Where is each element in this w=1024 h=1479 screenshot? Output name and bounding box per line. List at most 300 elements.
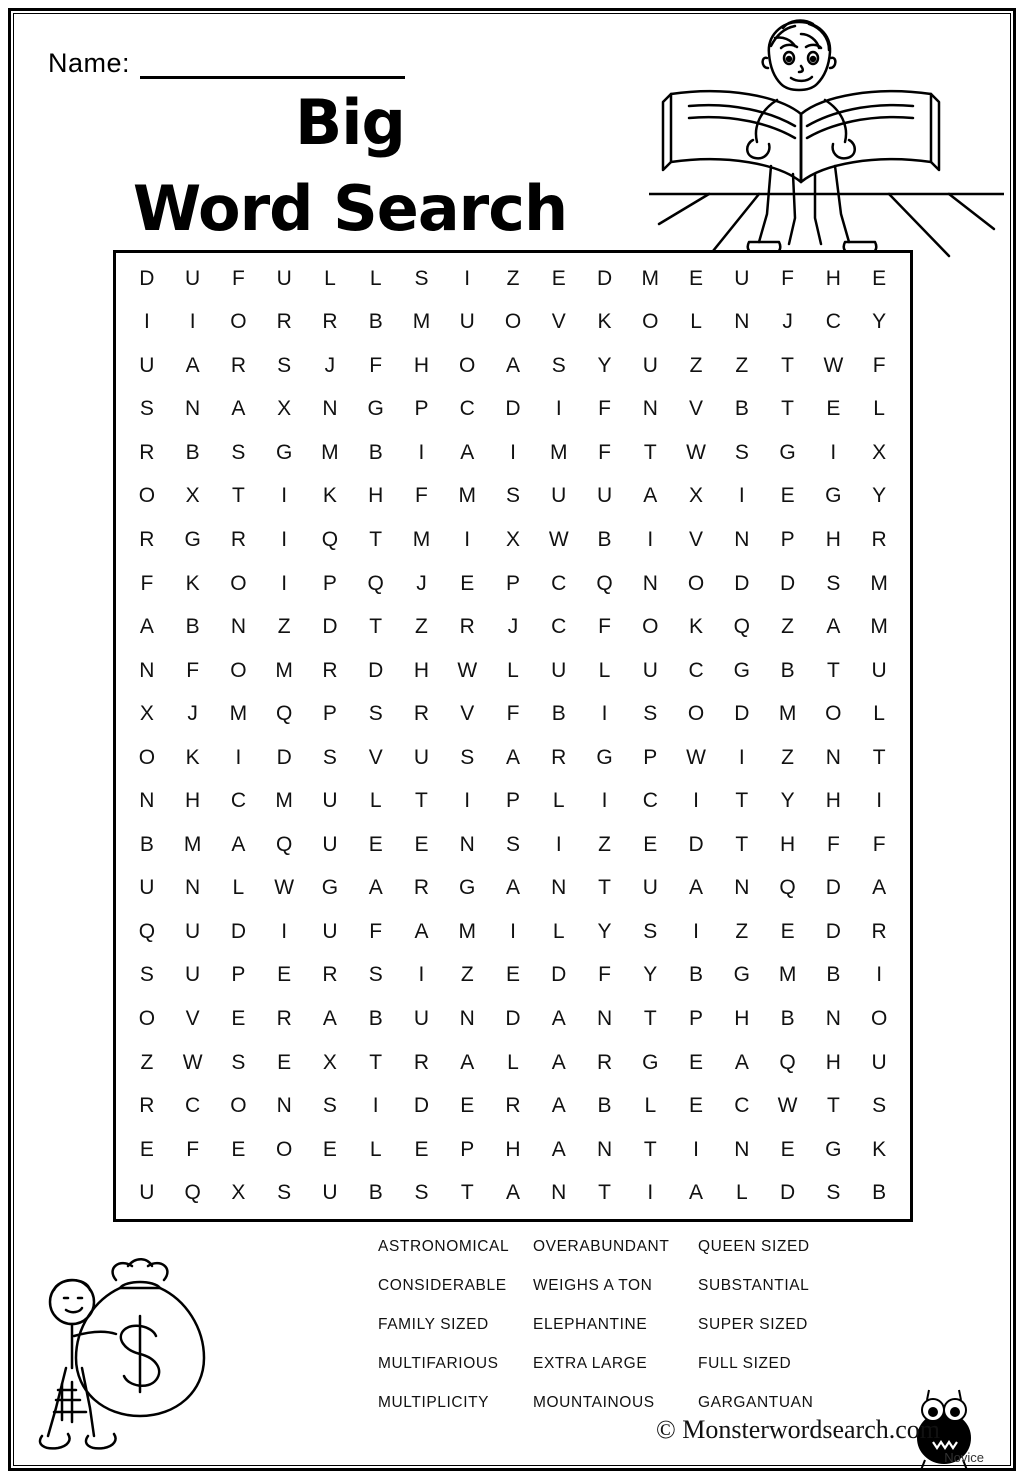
grid-cell[interactable]: N	[185, 876, 201, 900]
grid-cell[interactable]: F	[140, 571, 154, 595]
grid-cell[interactable]: L	[507, 1050, 519, 1074]
grid-cell[interactable]: M	[321, 440, 339, 464]
grid-cell[interactable]: P	[643, 745, 658, 769]
grid-cell[interactable]: J	[507, 615, 519, 639]
grid-cell[interactable]: Q	[367, 571, 384, 595]
grid-cell[interactable]: T	[598, 876, 611, 900]
grid-cell[interactable]: F	[369, 353, 383, 377]
grid-cell[interactable]: U	[185, 919, 201, 943]
grid-cell[interactable]: I	[693, 919, 699, 943]
grid-cell[interactable]: I	[372, 1094, 379, 1118]
grid-cell[interactable]: Z	[735, 353, 749, 377]
grid-cell[interactable]: R	[459, 615, 475, 639]
grid-cell[interactable]: O	[230, 571, 247, 595]
grid-cell[interactable]: V	[689, 528, 704, 552]
grid-cell[interactable]: Q	[275, 702, 293, 726]
grid-cell[interactable]: A	[414, 919, 429, 943]
grid-cell[interactable]: I	[876, 963, 883, 987]
grid-cell[interactable]: I	[647, 1181, 654, 1205]
grid-cell[interactable]: R	[871, 528, 887, 552]
grid-cell[interactable]: L	[690, 310, 702, 334]
grid-cell[interactable]: U	[871, 658, 887, 682]
grid-cell[interactable]: A	[734, 1050, 749, 1074]
grid-cell[interactable]: S	[139, 397, 154, 421]
grid-cell[interactable]: U	[185, 266, 201, 290]
grid-cell[interactable]: A	[231, 832, 246, 856]
grid-cell[interactable]: A	[185, 353, 200, 377]
grid-cell[interactable]: U	[276, 266, 292, 290]
grid-cell[interactable]: R	[276, 1007, 292, 1031]
grid-cell[interactable]: D	[276, 745, 292, 769]
grid-cell[interactable]: S	[826, 571, 841, 595]
grid-cell[interactable]: S	[368, 702, 383, 726]
grid-cell[interactable]: H	[825, 1050, 841, 1074]
grid-cell[interactable]: A	[551, 1050, 566, 1074]
grid-cell[interactable]: H	[185, 789, 201, 813]
grid-cell[interactable]: M	[183, 832, 202, 856]
grid-cell[interactable]: B	[597, 528, 612, 552]
grid-cell[interactable]: M	[412, 310, 431, 334]
grid-cell[interactable]: R	[322, 658, 338, 682]
grid-cell[interactable]: I	[647, 528, 654, 552]
grid-cell[interactable]: E	[277, 963, 292, 987]
grid-cell[interactable]: O	[825, 702, 842, 726]
grid-cell[interactable]: I	[510, 919, 516, 943]
grid-cell[interactable]: J	[324, 353, 336, 377]
grid-cell[interactable]: O	[504, 310, 522, 334]
grid-cell[interactable]: D	[139, 266, 155, 290]
grid-cell[interactable]: S	[231, 440, 246, 464]
grid-cell[interactable]: C	[230, 789, 246, 813]
grid-cell[interactable]: M	[870, 615, 888, 639]
grid-cell[interactable]: P	[780, 528, 795, 552]
grid-cell[interactable]: U	[322, 919, 338, 943]
grid-cell[interactable]: O	[870, 1007, 888, 1031]
grid-cell[interactable]: Q	[138, 919, 156, 943]
grid-cell[interactable]: T	[826, 658, 840, 682]
grid-cell[interactable]: L	[552, 919, 565, 943]
grid-cell[interactable]: X	[139, 702, 154, 726]
grid-cell[interactable]: T	[826, 1094, 840, 1118]
grid-cell[interactable]: F	[598, 963, 611, 987]
grid-cell[interactable]: G	[825, 1137, 842, 1161]
grid-cell[interactable]: I	[555, 832, 562, 856]
grid-cell[interactable]: I	[464, 266, 471, 290]
grid-cell[interactable]: V	[185, 1007, 200, 1031]
grid-cell[interactable]: A	[643, 484, 658, 508]
grid-cell[interactable]: H	[734, 1007, 750, 1031]
grid-cell[interactable]: O	[138, 745, 156, 769]
grid-cell[interactable]: M	[229, 702, 248, 726]
grid-cell[interactable]: X	[872, 440, 887, 464]
grid-cell[interactable]: G	[642, 1050, 659, 1074]
grid-cell[interactable]: V	[689, 397, 704, 421]
grid-cell[interactable]: G	[321, 876, 339, 900]
grid-cell[interactable]: A	[505, 876, 520, 900]
grid-cell[interactable]: N	[734, 528, 750, 552]
grid-cell[interactable]: G	[779, 440, 796, 464]
grid-cell[interactable]: M	[275, 789, 293, 813]
grid-cell[interactable]: B	[139, 832, 154, 856]
grid-cell[interactable]: B	[872, 1181, 887, 1205]
grid-cell[interactable]: B	[734, 397, 749, 421]
word-search-grid[interactable]	[113, 250, 913, 1222]
grid-cell[interactable]: R	[322, 310, 338, 334]
grid-cell[interactable]: M	[641, 266, 660, 290]
grid-cell[interactable]: C	[825, 310, 841, 334]
grid-cell[interactable]: U	[642, 658, 658, 682]
grid-cell[interactable]: E	[505, 963, 520, 987]
grid-cell[interactable]: T	[460, 1181, 474, 1205]
grid-cell[interactable]: I	[235, 745, 242, 769]
grid-cell[interactable]: D	[780, 571, 796, 595]
grid-cell[interactable]: A	[505, 1181, 520, 1205]
grid-cell[interactable]: G	[733, 658, 750, 682]
grid-cell[interactable]: T	[369, 528, 383, 552]
grid-cell[interactable]: I	[281, 528, 288, 552]
grid-cell[interactable]: E	[277, 1050, 292, 1074]
grid-cell[interactable]: T	[643, 1137, 657, 1161]
grid-cell[interactable]: L	[873, 397, 885, 421]
grid-cell[interactable]: W	[182, 1050, 203, 1074]
grid-cell[interactable]: E	[460, 571, 475, 595]
grid-cell[interactable]: R	[230, 528, 246, 552]
grid-cell[interactable]: F	[598, 440, 611, 464]
grid-cell[interactable]: E	[689, 1094, 704, 1118]
grid-cell[interactable]: R	[139, 440, 155, 464]
grid-cell[interactable]: F	[506, 702, 520, 726]
grid-cell[interactable]: S	[414, 266, 429, 290]
grid-cell[interactable]: V	[460, 702, 475, 726]
grid-cell[interactable]: M	[458, 484, 476, 508]
grid-cell[interactable]: C	[688, 658, 704, 682]
grid-cell[interactable]: D	[825, 919, 841, 943]
grid-cell[interactable]: N	[734, 1137, 750, 1161]
grid-cell[interactable]: C	[551, 615, 567, 639]
grid-cell[interactable]: Y	[780, 789, 795, 813]
grid-cell[interactable]: A	[231, 397, 246, 421]
grid-cell[interactable]: I	[281, 919, 288, 943]
grid-cell[interactable]: Z	[140, 1050, 154, 1074]
grid-cell[interactable]: J	[782, 310, 793, 334]
grid-cell[interactable]: I	[693, 789, 699, 813]
grid-cell[interactable]: E	[780, 919, 795, 943]
grid-cell[interactable]: F	[186, 1137, 200, 1161]
grid-cell[interactable]: I	[281, 484, 288, 508]
grid-cell[interactable]: I	[464, 528, 471, 552]
grid-cell[interactable]: N	[734, 876, 750, 900]
grid-cell[interactable]: V	[368, 745, 383, 769]
grid-cell[interactable]: S	[322, 745, 337, 769]
grid-cell[interactable]: U	[413, 1007, 430, 1031]
grid-cell[interactable]: E	[460, 1094, 475, 1118]
grid-cell[interactable]: X	[185, 484, 200, 508]
grid-cell[interactable]: C	[642, 789, 658, 813]
grid-cell[interactable]: L	[232, 876, 245, 900]
grid-cell[interactable]: A	[460, 440, 475, 464]
grid-cell[interactable]: N	[596, 1137, 613, 1161]
grid-cell[interactable]: R	[322, 963, 338, 987]
grid-cell[interactable]: A	[551, 1007, 566, 1031]
grid-cell[interactable]: U	[734, 266, 750, 290]
grid-cell[interactable]: U	[139, 1181, 155, 1205]
grid-cell[interactable]: L	[324, 266, 336, 290]
grid-cell[interactable]: G	[596, 745, 613, 769]
grid-cell[interactable]: Z	[781, 745, 794, 769]
grid-cell[interactable]: D	[780, 1181, 796, 1205]
grid-cell[interactable]: N	[139, 658, 155, 682]
grid-cell[interactable]: F	[598, 615, 611, 639]
grid-cell[interactable]: G	[459, 876, 476, 900]
grid-cell[interactable]: N	[459, 832, 475, 856]
grid-cell[interactable]: I	[738, 484, 745, 508]
grid-cell[interactable]: E	[689, 1050, 704, 1074]
grid-cell[interactable]: A	[322, 1007, 337, 1031]
grid-cell[interactable]: S	[460, 745, 475, 769]
grid-cell[interactable]: U	[322, 1181, 338, 1205]
grid-cell[interactable]: Y	[597, 353, 612, 377]
grid-cell[interactable]: A	[139, 615, 154, 639]
grid-cell[interactable]: I	[189, 310, 196, 334]
grid-cell[interactable]: X	[689, 484, 704, 508]
grid-cell[interactable]: Q	[733, 615, 750, 639]
grid-cell[interactable]: K	[322, 484, 337, 508]
grid-cell[interactable]: T	[231, 484, 245, 508]
grid-cell[interactable]: V	[551, 310, 566, 334]
grid-cell[interactable]: G	[275, 440, 293, 464]
grid-cell[interactable]: N	[642, 571, 658, 595]
grid-cell[interactable]: O	[230, 310, 247, 334]
grid-cell[interactable]: D	[734, 702, 750, 726]
grid-cell[interactable]: I	[601, 789, 608, 813]
grid-cell[interactable]: R	[413, 1050, 430, 1074]
grid-cell[interactable]: L	[598, 658, 611, 682]
grid-cell[interactable]: O	[230, 658, 247, 682]
grid-cell[interactable]: H	[368, 484, 384, 508]
grid-cell[interactable]: Y	[643, 963, 658, 987]
grid-cell[interactable]: A	[826, 615, 841, 639]
grid-cell[interactable]: B	[689, 963, 704, 987]
grid-cell[interactable]: Q	[779, 1050, 796, 1074]
grid-cell[interactable]: S	[551, 353, 566, 377]
grid-cell[interactable]: U	[551, 658, 567, 682]
grid-cell[interactable]: F	[186, 658, 200, 682]
grid-cell[interactable]: P	[689, 1007, 704, 1031]
grid-cell[interactable]: I	[418, 963, 425, 987]
grid-cell[interactable]: Q	[321, 528, 339, 552]
grid-cell[interactable]: T	[735, 789, 749, 813]
grid-cell[interactable]: K	[872, 1137, 887, 1161]
grid-cell[interactable]: N	[139, 789, 155, 813]
grid-cell[interactable]: S	[643, 919, 658, 943]
grid-cell[interactable]: Q	[184, 1181, 201, 1205]
grid-cell[interactable]: W	[686, 745, 706, 769]
grid-cell[interactable]: Z	[460, 963, 474, 987]
grid-cell[interactable]: B	[185, 615, 200, 639]
grid-cell[interactable]: T	[598, 1181, 611, 1205]
grid-cell[interactable]: I	[738, 745, 745, 769]
grid-cell[interactable]: W	[686, 440, 706, 464]
grid-cell[interactable]: O	[138, 484, 156, 508]
grid-cell[interactable]: L	[873, 702, 885, 726]
grid-cell[interactable]: U	[871, 1050, 887, 1074]
grid-cell[interactable]: I	[555, 397, 562, 421]
grid-cell[interactable]: P	[505, 571, 520, 595]
grid-cell[interactable]: K	[185, 745, 200, 769]
grid-cell[interactable]: P	[460, 1137, 475, 1161]
grid-cell[interactable]: N	[642, 397, 658, 421]
grid-cell[interactable]: I	[510, 440, 516, 464]
grid-cell[interactable]: N	[185, 397, 201, 421]
grid-cell[interactable]: H	[413, 353, 430, 377]
grid-cell[interactable]: I	[876, 789, 883, 813]
grid-cell[interactable]: W	[548, 528, 569, 552]
grid-cell[interactable]: E	[368, 832, 383, 856]
grid-cell[interactable]: I	[143, 310, 150, 334]
grid-cell[interactable]: P	[231, 963, 246, 987]
grid-cell[interactable]: N	[322, 397, 338, 421]
name-input-line[interactable]	[140, 50, 405, 79]
grid-cell[interactable]: T	[643, 1007, 657, 1031]
grid-cell[interactable]: O	[230, 1094, 247, 1118]
grid-cell[interactable]: L	[735, 1181, 748, 1205]
grid-cell[interactable]: L	[369, 1137, 382, 1161]
grid-cell[interactable]: B	[185, 440, 200, 464]
grid-cell[interactable]: F	[872, 832, 886, 856]
grid-cell[interactable]: L	[507, 658, 519, 682]
grid-cell[interactable]: U	[322, 789, 338, 813]
grid-cell[interactable]: E	[643, 832, 658, 856]
grid-cell[interactable]: N	[459, 1007, 475, 1031]
grid-cell[interactable]: E	[231, 1007, 246, 1031]
grid-cell[interactable]: S	[231, 1050, 246, 1074]
grid-cell[interactable]: N	[551, 876, 567, 900]
grid-cell[interactable]: T	[369, 1050, 383, 1074]
grid-cell[interactable]: D	[368, 658, 384, 682]
grid-cell[interactable]: R	[230, 353, 246, 377]
grid-cell[interactable]: O	[687, 702, 705, 726]
grid-cell[interactable]: Z	[415, 615, 428, 639]
grid-cell[interactable]: F	[415, 484, 428, 508]
grid-cell[interactable]: L	[369, 789, 382, 813]
grid-cell[interactable]: Q	[596, 571, 613, 595]
grid-cell[interactable]: S	[368, 963, 383, 987]
grid-cell[interactable]: S	[734, 440, 749, 464]
grid-cell[interactable]: S	[505, 484, 520, 508]
grid-cell[interactable]: F	[872, 353, 886, 377]
grid-cell[interactable]: R	[276, 310, 292, 334]
grid-cell[interactable]: A	[505, 745, 520, 769]
grid-cell[interactable]: Y	[872, 310, 887, 334]
grid-cell[interactable]: B	[597, 1094, 612, 1118]
grid-cell[interactable]: A	[872, 876, 887, 900]
grid-cell[interactable]: E	[689, 266, 704, 290]
grid-cell[interactable]: T	[643, 440, 657, 464]
grid-cell[interactable]: I	[464, 789, 471, 813]
grid-cell[interactable]: S	[277, 353, 292, 377]
grid-cell[interactable]: R	[139, 1094, 155, 1118]
grid-cell[interactable]: D	[551, 963, 567, 987]
grid-cell[interactable]: Y	[597, 919, 612, 943]
grid-cell[interactable]: Z	[277, 615, 291, 639]
grid-cell[interactable]: M	[412, 528, 431, 552]
grid-cell[interactable]: M	[275, 658, 293, 682]
grid-cell[interactable]: J	[187, 702, 198, 726]
grid-cell[interactable]: W	[274, 876, 295, 900]
grid-cell[interactable]: S	[414, 1181, 429, 1205]
grid-cell[interactable]: E	[231, 1137, 246, 1161]
grid-cell[interactable]: I	[281, 571, 288, 595]
grid-cell[interactable]: P	[322, 571, 337, 595]
grid-cell[interactable]: K	[597, 310, 612, 334]
grid-cell[interactable]: A	[689, 876, 704, 900]
grid-cell[interactable]: S	[277, 1181, 292, 1205]
grid-cell[interactable]: Y	[872, 484, 887, 508]
grid-cell[interactable]: K	[689, 615, 704, 639]
grid-cell[interactable]: E	[139, 1137, 154, 1161]
grid-cell[interactable]: R	[505, 1094, 521, 1118]
grid-cell[interactable]: E	[551, 266, 566, 290]
grid-cell[interactable]: L	[369, 266, 382, 290]
grid-cell[interactable]: M	[550, 440, 568, 464]
grid-cell[interactable]: O	[459, 353, 476, 377]
grid-cell[interactable]: S	[322, 1094, 337, 1118]
grid-cell[interactable]: G	[367, 397, 384, 421]
grid-cell[interactable]: T	[781, 397, 794, 421]
grid-cell[interactable]: E	[780, 484, 795, 508]
grid-cell[interactable]: Z	[506, 266, 520, 290]
grid-cell[interactable]: H	[825, 266, 841, 290]
grid-cell[interactable]: D	[505, 397, 521, 421]
grid-cell[interactable]: N	[734, 310, 750, 334]
grid-cell[interactable]: W	[823, 353, 844, 377]
grid-cell[interactable]: D	[825, 876, 841, 900]
grid-cell[interactable]: A	[505, 353, 520, 377]
grid-cell[interactable]: U	[642, 353, 658, 377]
grid-cell[interactable]: D	[322, 615, 338, 639]
grid-cell[interactable]: T	[872, 745, 886, 769]
grid-cell[interactable]: H	[780, 832, 796, 856]
grid-cell[interactable]: D	[505, 1007, 521, 1031]
grid-cell[interactable]: R	[551, 745, 567, 769]
grid-cell[interactable]: R	[596, 1050, 613, 1074]
grid-cell[interactable]: E	[414, 832, 429, 856]
grid-cell[interactable]: F	[781, 266, 794, 290]
grid-cell[interactable]: L	[644, 1094, 657, 1118]
grid-cell[interactable]: B	[368, 1181, 383, 1205]
grid-cell[interactable]: A	[460, 1050, 475, 1074]
grid-cell[interactable]: G	[733, 963, 750, 987]
grid-cell[interactable]: M	[458, 919, 476, 943]
grid-cell[interactable]: E	[414, 1137, 429, 1161]
grid-cell[interactable]: Z	[598, 832, 611, 856]
grid-cell[interactable]: N	[825, 1007, 841, 1031]
grid-cell[interactable]: G	[825, 484, 842, 508]
grid-cell[interactable]: B	[780, 658, 795, 682]
grid-cell[interactable]: I	[830, 440, 837, 464]
grid-cell[interactable]: A	[689, 1181, 704, 1205]
grid-cell[interactable]: U	[551, 484, 567, 508]
grid-cell[interactable]: C	[551, 571, 567, 595]
grid-cell[interactable]: H	[413, 658, 430, 682]
grid-cell[interactable]: H	[825, 789, 841, 813]
grid-cell[interactable]: R	[871, 919, 887, 943]
grid-cell[interactable]: B	[826, 963, 841, 987]
grid-cell[interactable]: L	[552, 789, 565, 813]
grid-cell[interactable]: U	[139, 353, 155, 377]
grid-cell[interactable]: X	[322, 1050, 337, 1074]
grid-cell[interactable]: A	[368, 876, 383, 900]
